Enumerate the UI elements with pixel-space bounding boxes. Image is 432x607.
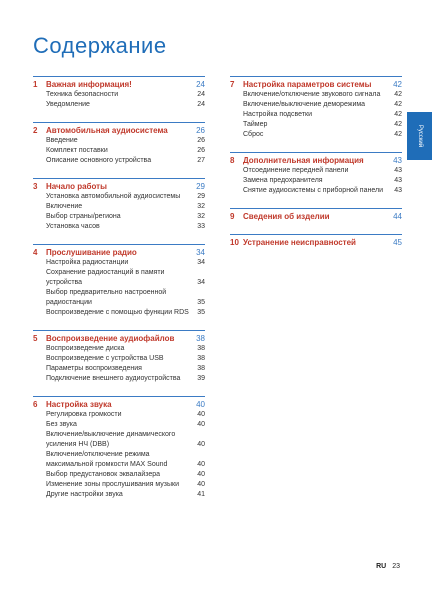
toc-entry-page: 42 bbox=[394, 111, 402, 118]
toc-entry-page: 27 bbox=[197, 157, 205, 164]
toc-section-heading[interactable] bbox=[33, 333, 205, 344]
toc-entry-page: 33 bbox=[197, 223, 205, 230]
toc-section-heading[interactable] bbox=[230, 79, 402, 90]
page-title: Содержание bbox=[33, 33, 167, 58]
toc-section bbox=[33, 244, 205, 318]
section-number: 2 bbox=[33, 126, 38, 135]
section-number: 7 bbox=[230, 80, 235, 89]
toc-entry-text: Введение bbox=[46, 137, 78, 144]
toc-entry[interactable] bbox=[33, 156, 205, 166]
toc-right-column bbox=[230, 76, 402, 260]
toc-entry-text: Выбор предварительно настроенной радиостанции bbox=[46, 289, 167, 306]
toc-entry-page: 42 bbox=[394, 91, 402, 98]
toc-section-heading[interactable] bbox=[33, 125, 205, 136]
toc-entry[interactable] bbox=[33, 430, 205, 450]
section-title: Устранение неисправностей bbox=[243, 238, 356, 247]
toc-entry-text: Включение/отключение звукового сигнала bbox=[243, 91, 381, 98]
toc-entry-page: 24 bbox=[197, 91, 205, 98]
toc-entry-text: Сохранение радиостанций в памяти устройства bbox=[46, 269, 165, 286]
toc-entry-text: Замена предохранителя bbox=[243, 177, 323, 184]
toc-entry[interactable] bbox=[33, 258, 205, 268]
toc-entry-page: 43 bbox=[394, 177, 402, 184]
toc-entry-text: Включение bbox=[46, 203, 83, 210]
toc-entry-page: 43 bbox=[394, 187, 402, 194]
toc-entry[interactable] bbox=[230, 130, 402, 140]
toc-section bbox=[33, 76, 205, 110]
toc-entry[interactable] bbox=[33, 136, 205, 146]
section-title: Автомобильная аудиосистема bbox=[46, 126, 168, 135]
toc-section bbox=[230, 76, 402, 140]
footer-page-number: 23 bbox=[392, 563, 400, 570]
toc-entry-text: Настройка подсветки bbox=[243, 111, 312, 118]
language-side-tab bbox=[407, 112, 432, 160]
toc-entry-page: 32 bbox=[197, 213, 205, 220]
toc-entry[interactable] bbox=[230, 166, 402, 176]
section-number: 5 bbox=[33, 334, 38, 343]
toc-section-heading[interactable] bbox=[33, 247, 205, 258]
toc-entry-text: Воспроизведение с устройства USB bbox=[46, 355, 164, 362]
section-title: Настройка звука bbox=[46, 400, 112, 409]
toc-entry-page: 40 bbox=[197, 411, 205, 418]
toc-entry-text: Изменение зоны прослушивания музыки bbox=[46, 481, 180, 488]
toc-entry-page: 42 bbox=[394, 101, 402, 108]
toc-entry-text: Настройка радиостанции bbox=[46, 259, 129, 266]
toc-entry[interactable] bbox=[230, 120, 402, 130]
toc-entry-page: 35 bbox=[197, 309, 205, 316]
toc-entry-page: 34 bbox=[197, 279, 205, 286]
section-page: 34 bbox=[196, 248, 205, 257]
toc-entry[interactable] bbox=[230, 110, 402, 120]
toc-section-heading[interactable] bbox=[33, 181, 205, 192]
toc-entry-text: Техника безопасности bbox=[46, 91, 119, 98]
toc-entry[interactable] bbox=[33, 202, 205, 212]
toc-section-heading[interactable] bbox=[230, 155, 402, 166]
toc-entry-text: Включение/выключение динамического усиления НЧ (DBB) bbox=[46, 431, 176, 448]
toc-section-heading[interactable] bbox=[33, 79, 205, 90]
toc-entry-text: Таймер bbox=[243, 121, 268, 128]
toc-entry[interactable] bbox=[33, 268, 205, 288]
toc-entry-text: Уведомление bbox=[46, 101, 90, 108]
toc-entry[interactable] bbox=[33, 354, 205, 364]
section-title: Дополнительная информация bbox=[243, 156, 364, 165]
section-number: 3 bbox=[33, 182, 38, 191]
toc-section bbox=[33, 178, 205, 232]
toc-entry-text: Воспроизведение диска bbox=[46, 345, 125, 352]
toc-entry-page: 40 bbox=[197, 441, 205, 448]
toc-entry[interactable] bbox=[33, 308, 205, 318]
toc-left-column bbox=[33, 76, 205, 512]
section-page: 45 bbox=[393, 238, 402, 247]
toc-entry-text: Регулировка громкости bbox=[46, 411, 122, 418]
toc-entry-page: 40 bbox=[197, 481, 205, 488]
toc-entry-page: 38 bbox=[197, 365, 205, 372]
toc-entry-page: 24 bbox=[197, 101, 205, 108]
toc-entry-text: Установка часов bbox=[46, 223, 100, 230]
toc-entry[interactable] bbox=[33, 90, 205, 100]
toc-entry-page: 26 bbox=[197, 147, 205, 154]
section-page: 40 bbox=[196, 400, 205, 409]
toc-entry[interactable] bbox=[230, 176, 402, 186]
toc-entry[interactable] bbox=[33, 450, 205, 470]
section-title: Начало работы bbox=[46, 182, 107, 191]
toc-entry[interactable] bbox=[33, 288, 205, 308]
section-title: Настройка параметров системы bbox=[243, 80, 372, 89]
section-page: 29 bbox=[196, 182, 205, 191]
toc-entry[interactable] bbox=[33, 222, 205, 232]
toc-entry-text: Выбор страны/региона bbox=[46, 213, 121, 220]
toc-entry-page: 34 bbox=[197, 259, 205, 266]
toc-entry[interactable] bbox=[33, 100, 205, 110]
section-title: Прослушивание радио bbox=[46, 248, 137, 257]
toc-entry-text: Включение/отключение режима максимальной громкости MAX Sound bbox=[46, 451, 168, 468]
toc-entry-text: Комплект поставки bbox=[46, 147, 108, 154]
section-title: Сведения об изделии bbox=[243, 212, 330, 221]
toc-entry[interactable] bbox=[33, 344, 205, 354]
toc-entry-page: 39 bbox=[197, 375, 205, 382]
toc-section bbox=[33, 330, 205, 384]
section-number: 10 bbox=[230, 238, 239, 247]
toc-entry-text: Выбор предустановок эквалайзера bbox=[46, 471, 161, 478]
toc-entry[interactable] bbox=[33, 490, 205, 500]
section-page: 44 bbox=[393, 212, 402, 221]
toc-entry-text: Отсоединение передней панели bbox=[243, 167, 349, 174]
toc-entry-page: 41 bbox=[197, 491, 205, 498]
section-number: 1 bbox=[33, 80, 38, 89]
page-footer bbox=[376, 563, 400, 570]
footer-language: RU bbox=[376, 563, 387, 570]
toc-section-heading[interactable] bbox=[230, 211, 402, 222]
language-side-tab-label: Русский bbox=[416, 124, 423, 148]
section-number: 9 bbox=[230, 212, 235, 221]
toc-entry-text: Подключение внешнего аудиоустройства bbox=[46, 375, 181, 382]
toc-entry-page: 40 bbox=[197, 421, 205, 428]
toc-entry[interactable] bbox=[33, 364, 205, 374]
toc-section bbox=[230, 208, 402, 222]
toc-entry-page: 43 bbox=[394, 167, 402, 174]
toc-entry-page: 35 bbox=[197, 299, 205, 306]
section-page: 26 bbox=[196, 126, 205, 135]
toc-entry[interactable] bbox=[230, 90, 402, 100]
toc-section-heading[interactable] bbox=[33, 399, 205, 410]
section-number: 6 bbox=[33, 400, 38, 409]
toc-entry-page: 26 bbox=[197, 137, 205, 144]
toc-entry-text: Параметры воспроизведения bbox=[46, 365, 142, 372]
toc-entry-text: Описание основного устройства bbox=[46, 157, 152, 164]
toc-entry-text: Воспроизведение с помощью функции RDS bbox=[46, 309, 189, 316]
toc-entry-text: Снятие аудиосистемы с приборной панели bbox=[243, 187, 384, 194]
toc-entry[interactable] bbox=[230, 100, 402, 110]
toc-entry-page: 40 bbox=[197, 461, 205, 468]
toc-section bbox=[230, 152, 402, 196]
section-number: 4 bbox=[33, 248, 38, 257]
toc-entry-page: 29 bbox=[197, 193, 205, 200]
toc-section bbox=[230, 234, 402, 248]
toc-entry-text: Включение/выключение деморежима bbox=[243, 101, 366, 108]
toc-section-heading[interactable] bbox=[230, 237, 402, 248]
toc-entry-text: Без звука bbox=[46, 421, 77, 428]
section-number: 8 bbox=[230, 156, 235, 165]
section-page: 42 bbox=[393, 80, 402, 89]
toc-entry[interactable] bbox=[33, 374, 205, 384]
toc-entry[interactable] bbox=[33, 192, 205, 202]
toc-entry[interactable] bbox=[33, 410, 205, 420]
toc-entry-page: 42 bbox=[394, 121, 402, 128]
toc-entry[interactable] bbox=[230, 186, 402, 196]
toc-entry[interactable] bbox=[33, 420, 205, 430]
section-title: Важная информация! bbox=[46, 80, 132, 89]
toc-entry[interactable] bbox=[33, 212, 205, 222]
toc-entry-page: 38 bbox=[197, 355, 205, 362]
toc-entry-text: Установка автомобильной аудиосистемы bbox=[46, 193, 181, 200]
toc-entry[interactable] bbox=[33, 470, 205, 480]
toc-entry-page: 42 bbox=[394, 131, 402, 138]
section-page: 24 bbox=[196, 80, 205, 89]
toc-section bbox=[33, 396, 205, 500]
toc-entry-page: 32 bbox=[197, 203, 205, 210]
toc-entry[interactable] bbox=[33, 480, 205, 490]
toc-entry-page: 40 bbox=[197, 471, 205, 478]
toc-entry-text: Сброс bbox=[243, 131, 264, 138]
section-page: 43 bbox=[393, 156, 402, 165]
section-page: 38 bbox=[196, 334, 205, 343]
toc-section bbox=[33, 122, 205, 166]
section-title: Воспроизведение аудиофайлов bbox=[46, 334, 175, 343]
toc-entry[interactable] bbox=[33, 146, 205, 156]
toc-entry-page: 38 bbox=[197, 345, 205, 352]
toc-entry-text: Другие настройки звука bbox=[46, 491, 123, 498]
